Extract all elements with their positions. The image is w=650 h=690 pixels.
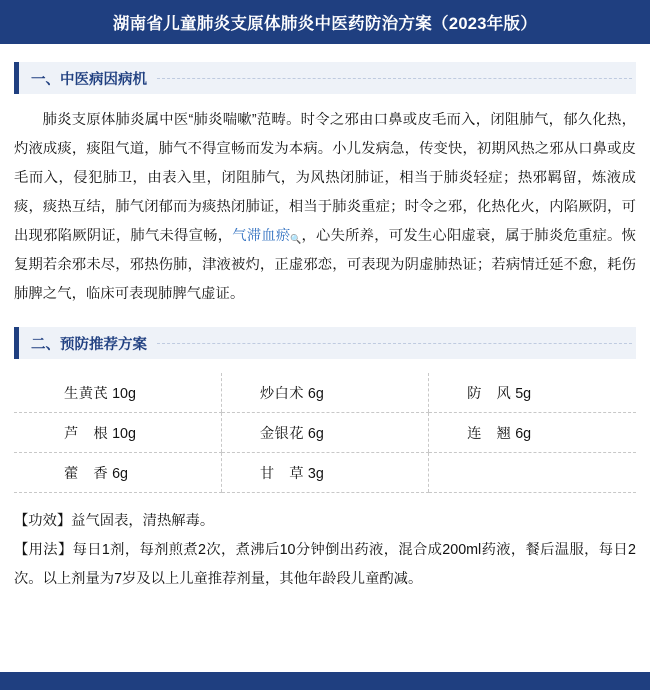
herb-name: 生黄芪 bbox=[64, 385, 109, 402]
table-cell-herb bbox=[221, 453, 428, 493]
herb-name: 藿 香 bbox=[64, 465, 109, 482]
paragraph-text-after-link: ，心失所养，可发生心阳虚衰，属于肺炎危重症。恢复期若余邪未尽，邪热伤肺，津液被灼，正虚邪恋，可表现为阴虚肺热证；若病情迁延不愈，耗伤肺脾之气，临床可表现肺脾气虚证。 bbox=[14, 228, 636, 302]
section-heading-text: 二、预防推荐方案 bbox=[31, 336, 147, 353]
herb-dose: 6g bbox=[112, 465, 128, 482]
herb-name: 金银花 bbox=[259, 425, 304, 442]
herb-dose: 6g bbox=[307, 385, 324, 402]
table-cell-herb bbox=[14, 453, 221, 493]
paragraph-text-before-link: 肺炎支原体肺炎属中医“肺炎喘嗽”范畴。时令之邪由口鼻或皮毛而入，闭阻肺气，郁久化热，灼液成痰，痰阻气道，肺气不得宣畅而发为本病。小儿发病急，传变快，初期风热之邪从口鼻或皮毛而入，侵犯肺卫，由表入里，闭阻肺气，为风热闭肺证，相当于肺炎轻症；热邪羁留，炼液成痰，痰热互结，肺气闭郁而为痰热闭肺证，相当于肺炎重症；时令之邪，化热化火，内陷厥阴，可出现邪陷厥阴证，肺气未得宣畅， bbox=[14, 112, 636, 244]
note-usage: 【用法】每日1剂，每剂煎煮2次，煮沸后10分钟倒出药液，混合成200ml药液，餐后温服，每日2次。以上剂量为7岁及以上儿童推荐剂量，其他年龄段儿童酌减。 bbox=[14, 542, 636, 587]
glossary-link-qizhixueyu[interactable] bbox=[232, 228, 301, 244]
footer-bar bbox=[0, 672, 650, 690]
herb-name: 芦 根 bbox=[64, 425, 109, 442]
section-heading-prevention bbox=[14, 327, 636, 359]
search-icon: 🔍 bbox=[290, 234, 302, 244]
herb-name: 防 风 bbox=[467, 385, 512, 402]
table-cell-herb bbox=[221, 373, 428, 413]
page-title: 湖南省儿童肺炎支原体肺炎中医药防治方案（2023年版） bbox=[112, 15, 538, 33]
table-cell-herb bbox=[221, 413, 428, 453]
herb-name: 连 翘 bbox=[467, 425, 512, 442]
table-cell-herb bbox=[14, 373, 221, 413]
herb-dose: 3g bbox=[307, 465, 324, 482]
table-cell-herb bbox=[429, 413, 636, 453]
etiology-paragraph bbox=[14, 106, 636, 309]
herb-dose: 10g bbox=[112, 385, 136, 402]
table-cell-herb bbox=[14, 413, 221, 453]
herb-name: 炒白术 bbox=[259, 385, 304, 402]
table-cell-herb bbox=[429, 373, 636, 413]
document-content bbox=[0, 62, 650, 594]
table-row bbox=[14, 373, 636, 413]
heading-divider bbox=[157, 342, 632, 344]
herb-dose: 5g bbox=[515, 385, 532, 402]
herb-dose: 6g bbox=[515, 425, 532, 442]
note-efficacy: 【功效】益气固表，清热解毒。 bbox=[14, 513, 215, 529]
table-row bbox=[14, 413, 636, 453]
herb-dose: 10g bbox=[112, 425, 136, 442]
section-heading-etiology bbox=[14, 62, 636, 94]
document-title-bar bbox=[0, 0, 650, 44]
table-cell-empty bbox=[429, 453, 636, 493]
herb-dose: 6g bbox=[307, 425, 324, 442]
glossary-link-text: 气滞血瘀 bbox=[232, 228, 291, 244]
table-row bbox=[14, 453, 636, 493]
herb-formula-table bbox=[14, 373, 636, 493]
herb-name: 甘 草 bbox=[259, 465, 304, 482]
formula-notes bbox=[14, 507, 636, 594]
section-heading-text: 一、中医病因病机 bbox=[31, 71, 147, 88]
heading-divider bbox=[157, 77, 632, 79]
